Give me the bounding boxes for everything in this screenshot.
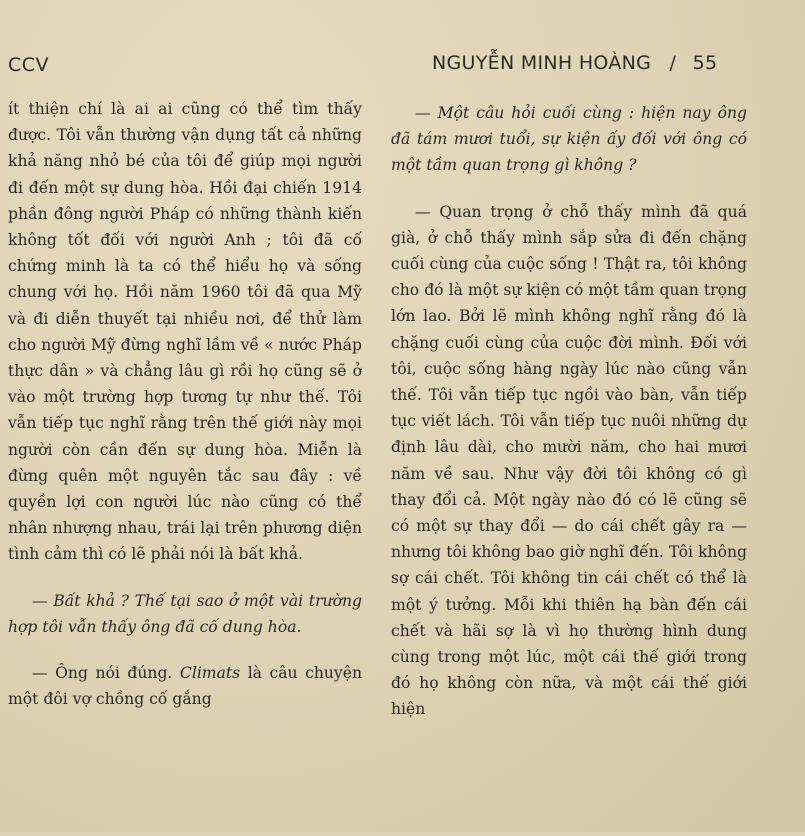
left-column — [8, 96, 362, 832]
running-header-left: CCV — [8, 54, 50, 76]
final-question: — Một câu hỏi cuối cùng : hiện nay ông đã tám mươi tuổi, sự kiện ấy đối với ông có một tầm quan trọng gì không ? — [391, 104, 747, 175]
header-separator: / — [669, 52, 677, 74]
interview-question: — Bất khả ? Thế tại sao ở một vài trường hợp tôi vẫn thấy ông đã cố dung hòa. — [8, 591, 362, 636]
author-name: NGUYỄN MINH HOÀNG — [432, 52, 652, 74]
book-title-climats: Climats — [179, 664, 241, 683]
left-paragraph-3 — [8, 660, 362, 712]
left-paragraph-1: ít thiện chí là ai ai cũng có thể tìm thấy được. Tôi vẫn thường vận dụng tất cả những khả năng nhỏ bé của tôi để giúp mọi người đi đến một sự dung hòa. Hồi đại chiến 1914 phần đông người Pháp có những thành kiến không tốt đối với người Anh ; tôi đã cố chứng minh là ta có thể hiểu họ và sống chung với họ. Hồi năm 1960 tôi đã qua Mỹ và đi diễn thuyết tại nhiều nơi, để thử làm cho người Mỹ đừng nghĩ lầm về « nước Pháp thực dân » và chẳng lâu gì rồi họ cũng sẽ ở vào một trường hợp tương tự như thế. Tôi vẫn tiếp tục nghĩ rằng trên thế giới này mọi người còn cần đến sự dung hòa. Miễn là đừng quên một nguyên tắc sau đây : về quyền lợi con người lúc nào cũng có thể nhân nhượng nhau, trái lại trên phương diện tình cảm thì có lẽ phải nói là bất khả. — [8, 100, 362, 564]
running-header-right — [432, 52, 717, 74]
answer-continued: là câu chuyện một đôi vợ chồng cố gắng — [8, 664, 362, 709]
answer-start: — Ông nói đúng. — [32, 664, 180, 683]
right-column — [391, 100, 747, 836]
page-number: 55 — [692, 52, 718, 74]
final-answer: — Quan trọng ở chỗ thấy mình đã quá già, ở chỗ thấy mình sắp sửa đi đến chặng cuối cùng của cuộc sống ! Thật ra, tôi không cho đó là một sự kiện có một tầm quan trọng lớn lao. Bởi lẽ mình không nghĩ rằng đó là chặng cuối cùng của cuộc đời mình. Đối với tôi, cuộc sống hàng ngày lúc nào cũng vẫn thế. Tôi vẫn tiếp tục ngồi vào bàn, vẫn tiếp tục viết lách. Tôi vẫn tiếp tục nuôi những dự định lâu dài, cho mười năm, cho hai mươi năm về sau. Như vậy đời tôi không có gì thay đổi cả. Một ngày nào đó có lẽ cũng sẽ có một sự thay đổi — do cái chết gây ra — nhưng tôi không bao giờ nghĩ đến. Tôi không sợ cái chết. Tôi không tin cái chết có thể là một ý tưởng. Mỗi khi thiên hạ bàn đến cái chết và hãi sợ là vì họ thường hình dung cùng trong một lúc, một cái thế giới trong đó họ không còn nữa, và một cái thế giới hiện — [391, 202, 747, 719]
